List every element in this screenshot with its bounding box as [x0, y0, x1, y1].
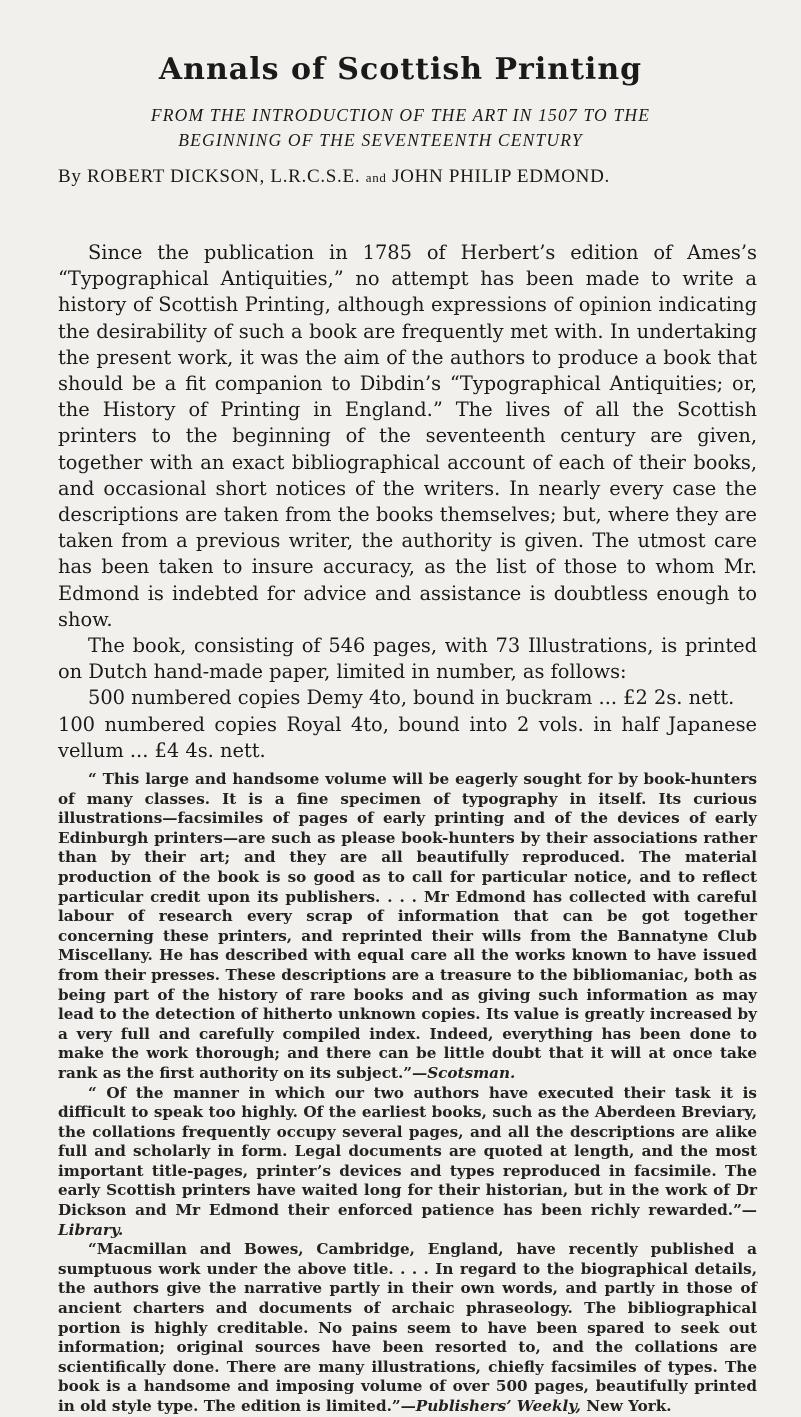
price-royal: 100 numbered copies Royal 4to, bound into 2 vols. in half Japanese vellum ... £4 4s. nett.	[58, 712, 757, 762]
subtitle-line-1: FROM THE INTRODUCTION OF THE ART IN 1507 TO THE	[150, 105, 651, 125]
review-weekly-place: New York.	[580, 1397, 672, 1415]
description-body	[58, 240, 757, 764]
review-weekly-source: Publishers’ Weekly,	[415, 1397, 581, 1415]
review-scotsman	[58, 770, 757, 1084]
review-library-text: “ Of the manner in which our two authors have executed their task it is difficult to speak too highly. Of the earliest books, such as the Aberdeen Breviary, the collations frequently occupy several pages, and all the descriptions are alike full and scholarly in form. Legal documents are quoted at length, and the most important title-pages, printer’s devices and types reproduced in facsimile. The early Scottish printers have waited long for their historian, but in the work of Dr Dickson and Mr Edmond their enforced patience has been richly rewarded.”—	[58, 1083, 757, 1220]
press-reviews	[58, 770, 757, 1417]
subtitle-line-2: BEGINNING OF THE SEVENTEENTH CENTURY	[178, 130, 583, 150]
byline-first-author: By ROBERT DICKSON, L.R.C.S.E.	[58, 166, 361, 187]
review-scotsman-source: Scotsman.	[427, 1063, 516, 1082]
byline-second-author: JOHN PHILIP EDMOND.	[392, 166, 610, 187]
edition-paragraph: The book, consisting of 546 pages, with 73 Illustrations, is printed on Dutch hand-made paper, limited in number, as follows:	[58, 634, 757, 684]
intro-paragraph: Since the publication in 1785 of Herbert’s edition of Ames’s “Typographical Antiquities,” no attempt has been made to write a history of Scottish Printing, although expressions of opinion indicating the desirability of such a book are frequently met with. In undertaking the present work, it was the aim of the authors to produce a book that should be a fit companion to Dibdin’s “Typographical Antiquities; or, the History of Printing in England.” The lives of all the Scottish printers to the beginning of the seventeenth century are given, together with an exact bibliographical account of each of their books, and occasional short notices of the writers. In nearly every case the descriptions are taken from the books themselves; but, where they are taken from a previous writer, the authority is given. The utmost care has been taken to insure accuracy, as the list of those to whom Mr. Edmond is indebted for advice and assistance is doubtless enough to show.	[58, 241, 757, 631]
review-library-source: Library.	[58, 1220, 124, 1239]
byline-and: and	[365, 170, 387, 185]
review-scotsman-text: “ This large and handsome volume will be eagerly sought for by book-hunters of many classes. It is a fine specimen of typography in itself. Its curious illustrations—facsimiles of pages of early printing and of the devices of early Edinburgh printers—are such as please book-hunters by their associations rather than by their art; and they are all beautifully reproduced. The material production of the book is so good as to call for particular notice, and to reflect particular credit upon its publishers. . . . Mr Edmond has collected with careful labour of research every scrap of information that can be got together concerning these printers, and reprinted their wills from the Bannatyne Club Miscellany. He has described with equal care all the works known to have issued from their presses. These descriptions are a treasure to the bibliomaniac, both as being part of the history of rare books and as giving such information as may lead to the detection of hitherto unknown copies. Its value is greatly increased by a very full and carefully compiled index. Indeed, everything has been done to make the work thorough; and there can be little doubt that it will at once take rank as the first authority on its subject.”—	[58, 770, 757, 1082]
byline	[58, 166, 761, 188]
price-demy: 500 numbered copies Demy 4to, bound in buckram ... £2 2s. nett.	[88, 686, 735, 710]
review-library	[58, 1084, 757, 1241]
review-weekly-text: “Macmillan and Bowes, Cambridge, England, have recently published a sumptuous work under the above title. . . . In regard to the biographical details, the authors give the narrative partly in their own words, and partly in those of ancient charters and documents of archaic phraseology. The bibliographical portion is highly creditable. No pains seem to have been spared to seek out information; original sources have been resorted to, and the collations are scientifically done. There are many illustrations, chiefly facsimiles of types. The book is a handsome and imposing volume of over 500 pages, beautifully printed in old style type. The edition is limited.”—	[58, 1240, 757, 1415]
page-title: Annals of Scottish Printing	[158, 52, 643, 87]
review-weekly	[58, 1240, 757, 1416]
